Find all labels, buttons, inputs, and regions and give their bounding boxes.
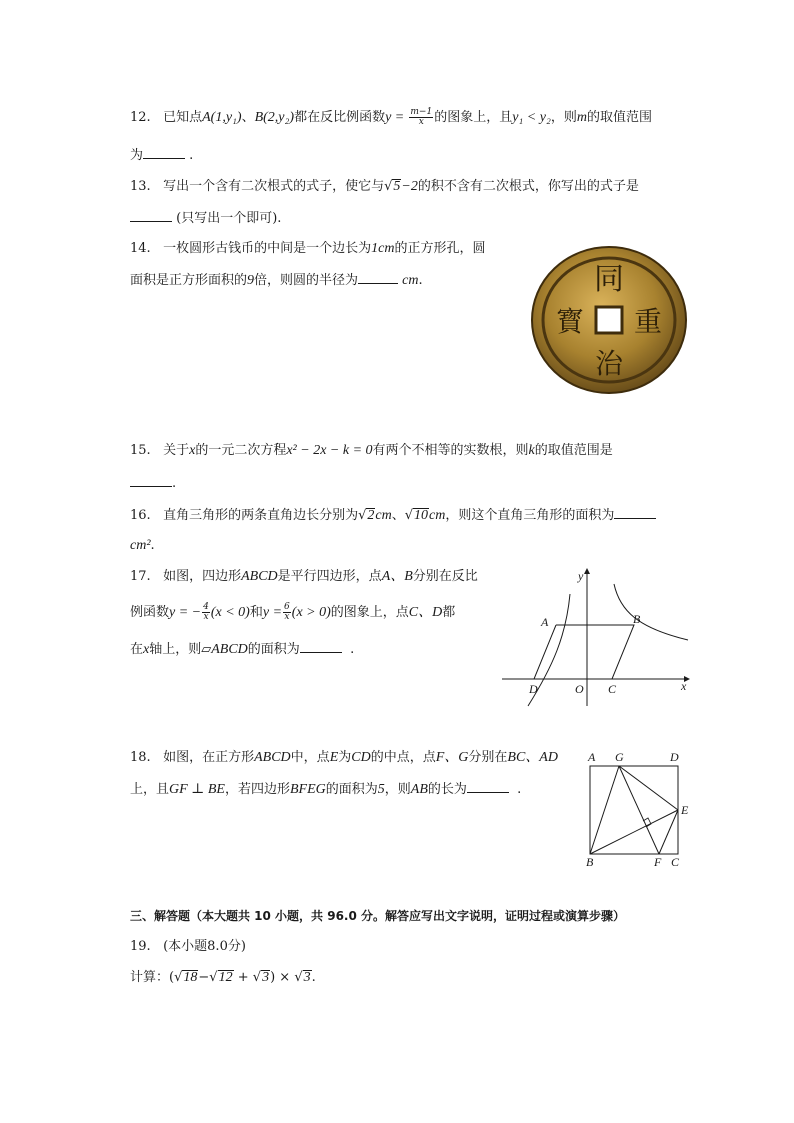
radicand: 10 bbox=[414, 508, 429, 523]
sqrt-sign: √ bbox=[404, 508, 414, 523]
q16-line1 bbox=[130, 506, 656, 525]
condition: (x < 0) bbox=[210, 605, 250, 620]
shape-label: ABCD bbox=[211, 642, 248, 657]
label-d: D bbox=[670, 750, 679, 764]
q17-text: 轴上，则▱ bbox=[149, 642, 212, 657]
segment-bg bbox=[590, 766, 619, 854]
coin-char-right: 重 bbox=[633, 305, 663, 338]
q19-text: 计算：( bbox=[130, 970, 175, 985]
coin-char-bottom: 治 bbox=[594, 347, 624, 380]
function-lhs: y = bbox=[262, 605, 283, 620]
multiplier: 9 bbox=[247, 273, 255, 288]
fraction-denominator: x bbox=[203, 612, 209, 622]
q17-line1 bbox=[130, 568, 478, 586]
label-c: C bbox=[608, 682, 617, 696]
q13-text: (只写出一个即可). bbox=[176, 211, 282, 226]
period: . bbox=[311, 970, 316, 985]
fraction bbox=[202, 603, 210, 622]
radicand: 3 bbox=[303, 970, 311, 985]
area-value: 5 bbox=[377, 782, 385, 797]
period: . bbox=[172, 476, 177, 491]
label-g: G bbox=[615, 750, 624, 764]
point-labels: A、B bbox=[381, 569, 413, 584]
q13-line2 bbox=[130, 209, 281, 228]
q18-text: 的中点，点 bbox=[370, 750, 436, 765]
q17-text: 都 bbox=[442, 605, 456, 620]
q16-text: 直角三角形的两条直角边长分别为 bbox=[163, 508, 359, 523]
parallelogram bbox=[534, 625, 634, 679]
inequality: y₁ < y₂ bbox=[512, 110, 551, 125]
operator: − bbox=[198, 970, 210, 985]
segment-gf bbox=[619, 766, 659, 854]
q17-text: 和 bbox=[249, 605, 263, 620]
q14-text: 的正方形孔，圆 bbox=[394, 241, 486, 256]
q14-line2 bbox=[130, 271, 423, 290]
section-title: 三、解答题（本大题共 10 小题，共 96.0 分。解答应写出文字说明，证明过程或演算步骤） bbox=[130, 909, 626, 923]
q13-line1 bbox=[130, 178, 639, 196]
label-y: y bbox=[578, 569, 584, 583]
variable-x: x bbox=[189, 443, 196, 458]
q17-figure bbox=[498, 566, 698, 711]
answer-blank[interactable] bbox=[300, 640, 342, 653]
question-number: 17. bbox=[130, 569, 151, 584]
perpendicular-relation: GF ⊥ BE bbox=[169, 782, 225, 797]
q18-text: 如图，在正方形 bbox=[163, 750, 255, 765]
function-lhs: y = bbox=[385, 110, 405, 125]
q18-text: 中，点 bbox=[290, 750, 330, 765]
fraction-denominator: x bbox=[418, 117, 424, 127]
q12-line2 bbox=[130, 146, 193, 165]
point-a: A(1,y₁) bbox=[202, 110, 242, 125]
shape-label: ABCD bbox=[241, 569, 278, 584]
minus-two: −2 bbox=[401, 179, 418, 194]
q14-text: 面积是正方形面积的 bbox=[130, 273, 248, 288]
variable-k: k bbox=[528, 443, 535, 458]
sqrt-sign: √ bbox=[294, 970, 303, 985]
radicand: 5 bbox=[393, 179, 401, 194]
label-a: A bbox=[541, 615, 549, 629]
q15-text: 的一元二次方程 bbox=[195, 443, 287, 458]
q13-text: 的积不含有二次根式，你写出的式子是 bbox=[417, 179, 639, 194]
q13-text: 写出一个含有二次根式的式子，使它与 bbox=[163, 179, 385, 194]
segment-ge bbox=[619, 766, 678, 810]
radicand: 18 bbox=[183, 970, 198, 985]
fraction bbox=[283, 603, 291, 622]
segment-fe bbox=[659, 810, 678, 854]
fraction-denominator: x bbox=[284, 612, 290, 622]
q19-text: ) × bbox=[270, 970, 291, 985]
fraction bbox=[409, 108, 433, 127]
period: . bbox=[517, 782, 522, 797]
q14-text: 倍，则圆的半径为 bbox=[254, 273, 359, 288]
variable-x: x bbox=[143, 642, 150, 657]
q18-text: 的面积为 bbox=[325, 782, 378, 797]
segment-be bbox=[590, 810, 678, 854]
answer-blank[interactable] bbox=[130, 209, 172, 222]
answer-blank[interactable] bbox=[467, 780, 509, 793]
q19-line1 bbox=[130, 938, 246, 956]
q12-text: 已知点 bbox=[163, 110, 203, 125]
score-note: (本小题8.0分) bbox=[163, 939, 246, 954]
label-a: A bbox=[588, 750, 596, 764]
q17-text: 的面积为 bbox=[247, 642, 300, 657]
question-number: 16. bbox=[130, 508, 151, 523]
condition: (x > 0) bbox=[291, 605, 331, 620]
period: . bbox=[418, 273, 423, 288]
sqrt-sign: √ bbox=[252, 970, 262, 985]
segment-label: AB bbox=[410, 782, 428, 797]
unit: cm bbox=[402, 273, 419, 288]
answer-blank[interactable] bbox=[358, 271, 398, 284]
q14-text: 一枚圆形古钱币的中间是一个边长为 bbox=[163, 241, 372, 256]
radicand: 12 bbox=[218, 970, 233, 985]
q12-text: ，则 bbox=[550, 110, 577, 125]
sqrt-sign: √ bbox=[384, 179, 393, 194]
shape-label: ABCD bbox=[254, 750, 291, 765]
q18-line1 bbox=[130, 749, 558, 767]
q17-text: 如图，四边形 bbox=[163, 569, 242, 584]
unit: cm² bbox=[130, 538, 151, 553]
sqrt-sign: √ bbox=[358, 508, 367, 523]
y-axis-arrow bbox=[584, 568, 590, 574]
fraction-numerator: 4 bbox=[203, 602, 209, 612]
operator: + bbox=[237, 970, 249, 985]
label-b: B bbox=[586, 855, 594, 869]
answer-blank[interactable] bbox=[130, 474, 172, 487]
period: . bbox=[189, 148, 194, 163]
q18-text: ，若四边形 bbox=[224, 782, 290, 797]
section-header bbox=[130, 907, 625, 925]
period: . bbox=[350, 642, 355, 657]
sqrt-sign: √ bbox=[174, 970, 183, 985]
label-b: B bbox=[633, 612, 641, 626]
q17-text: 分别在反比 bbox=[412, 569, 478, 584]
period: . bbox=[150, 538, 155, 553]
label-o: O bbox=[575, 682, 584, 696]
q17-text: 的图象上，点 bbox=[330, 605, 409, 620]
fraction-numerator: m−1 bbox=[410, 107, 433, 117]
q17-line2 bbox=[130, 603, 455, 622]
right-hyperbola bbox=[614, 584, 688, 640]
question-number: 15. bbox=[130, 443, 151, 458]
coin-char-top: 同 bbox=[594, 262, 624, 297]
point-labels: C、D bbox=[408, 605, 443, 620]
unit: cm bbox=[375, 508, 392, 523]
q12-text: 都在反比例函数 bbox=[294, 110, 386, 125]
q17-text: 例函数 bbox=[130, 605, 170, 620]
q19-line2 bbox=[130, 969, 316, 987]
label-x: x bbox=[681, 679, 687, 693]
answer-blank[interactable] bbox=[143, 146, 185, 159]
q12-text: 为 bbox=[130, 148, 144, 163]
side-length: 1cm bbox=[371, 241, 395, 256]
coin-image bbox=[530, 245, 688, 395]
question-number: 13. bbox=[130, 179, 151, 194]
q18-text: 的长为 bbox=[427, 782, 467, 797]
point-b: B(2,y₂) bbox=[254, 110, 295, 125]
fraction-numerator: 6 bbox=[284, 602, 290, 612]
label-e: E bbox=[681, 803, 689, 817]
q18-line2 bbox=[130, 780, 521, 799]
label-f: F bbox=[654, 855, 662, 869]
q12-line1 bbox=[130, 108, 652, 127]
variable-m: m bbox=[576, 110, 587, 125]
point-label: E bbox=[329, 750, 339, 765]
q18-figure bbox=[582, 748, 694, 870]
answer-blank[interactable] bbox=[614, 506, 656, 519]
q18-text: 上，且 bbox=[130, 782, 170, 797]
label-c: C bbox=[671, 855, 680, 869]
q18-text: 分别在 bbox=[468, 750, 508, 765]
sqrt-sign: √ bbox=[209, 970, 218, 985]
q17-line3 bbox=[130, 640, 354, 659]
q14-line1 bbox=[130, 240, 485, 258]
point-labels: F、G bbox=[435, 750, 469, 765]
q18-text: ，则 bbox=[384, 782, 411, 797]
q15-line1 bbox=[130, 442, 613, 460]
q15-line2 bbox=[130, 474, 176, 493]
coin-char-left: 寳 bbox=[555, 305, 585, 338]
q15-text: 的取值范围是 bbox=[534, 443, 613, 458]
unit: cm bbox=[429, 508, 446, 523]
question-number: 12. bbox=[130, 110, 151, 125]
q16-text: ，则这个直角三角形的面积为 bbox=[445, 508, 615, 523]
question-number: 18. bbox=[130, 750, 151, 765]
q18-text: 为 bbox=[338, 750, 352, 765]
question-number: 19. bbox=[130, 939, 151, 954]
q16-line2 bbox=[130, 537, 155, 555]
q12-text: 的取值范围 bbox=[586, 110, 652, 125]
question-number: 14. bbox=[130, 241, 151, 256]
radicand: 2 bbox=[367, 508, 375, 523]
q12-text: 的图象上，且 bbox=[434, 110, 513, 125]
separator: 、 bbox=[391, 508, 405, 523]
function-lhs: y = − bbox=[169, 605, 202, 620]
equation: x² − 2x − k = 0 bbox=[286, 443, 373, 458]
q15-text: 有两个不相等的实数根，则 bbox=[372, 443, 529, 458]
radicand: 3 bbox=[262, 970, 270, 985]
q15-text: 关于 bbox=[163, 443, 190, 458]
segment-label: CD bbox=[351, 750, 371, 765]
q17-text: 在 bbox=[130, 642, 144, 657]
separator: 、 bbox=[241, 110, 255, 125]
q17-text: 是平行四边形，点 bbox=[277, 569, 382, 584]
label-d: D bbox=[529, 682, 538, 696]
shape-label: BFEG bbox=[289, 782, 326, 797]
segment-labels: BC、AD bbox=[507, 750, 558, 765]
